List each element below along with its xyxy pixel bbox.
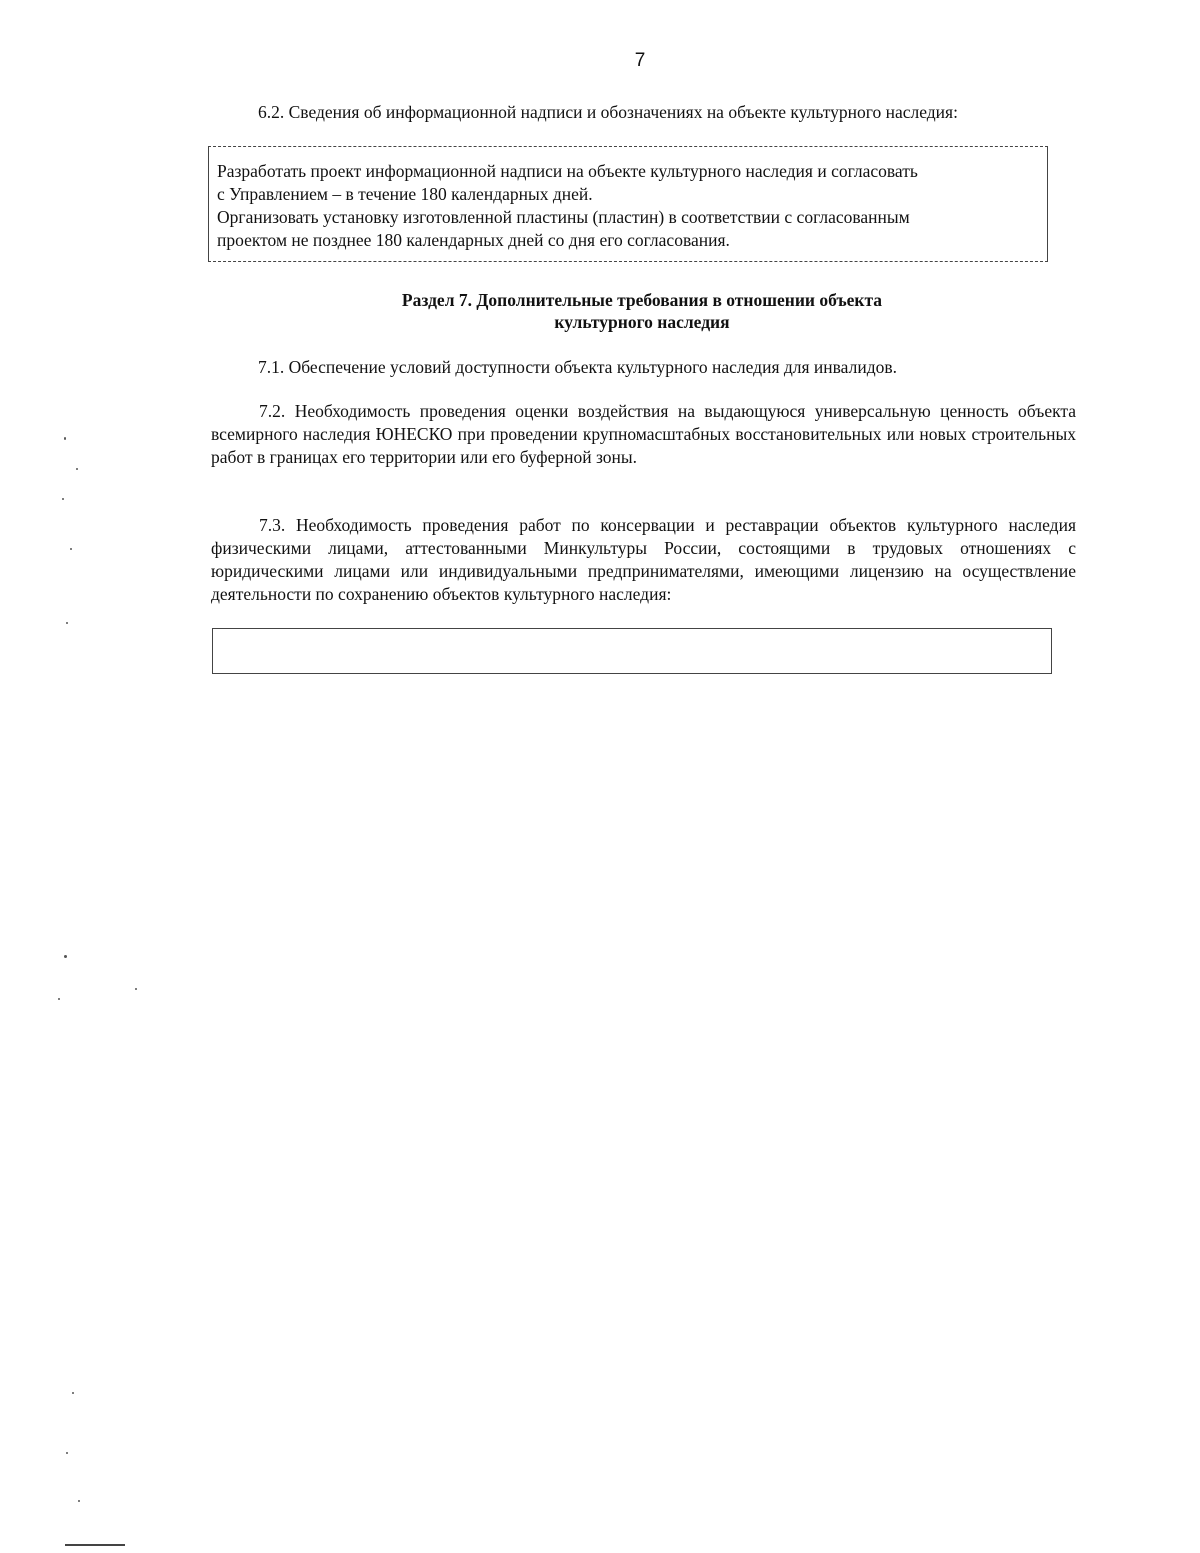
box-line-4: проектом не позднее 180 календарных дней со дня его согласования. — [217, 230, 730, 250]
box-line-2: с Управлением – в течение 180 календарных дней. — [217, 184, 593, 204]
section-7-heading-line-2: культурного наследия — [554, 312, 730, 332]
scan-speck — [72, 1392, 74, 1394]
scan-speck — [135, 988, 137, 990]
scan-speck — [64, 437, 66, 440]
scan-speck — [62, 498, 64, 500]
item-7-2-text: 7.2. Необходимость проведения оценки воздействия на выдающуюся универсальную ценность объекта всемирного наследия ЮНЕСКО при проведении крупномасштабных восстановительных или новых строительных работ в границах его территории или его буферной зоны. — [211, 401, 1076, 467]
scan-speck — [76, 468, 78, 470]
scan-speck — [70, 548, 72, 550]
item-6-2-text: 6.2. Сведения об информационной надписи и обозначениях на объекте культурного наследия: — [258, 102, 958, 122]
section-7-heading — [0, 289, 1200, 333]
box-line-3: Организовать установку изготовленной пластины (пластин) в соответствии с согласованным — [217, 207, 910, 227]
scan-speck — [78, 1500, 80, 1502]
item-7-3-text: 7.3. Необходимость проведения работ по консервации и реставрации объектов культурного наследия физическими лицами, аттестованными Минкультуры России, состоящими в трудовых отношениях с юридическими лицами или индивидуальными предпринимателями, имеющими лицензию на осуществление деятельности по сохранению объектов культурного наследия: — [211, 515, 1076, 604]
page-number: 7 — [634, 50, 646, 71]
inscription-requirements-box — [208, 146, 1048, 262]
box-line-1: Разработать проект информационной надписи на объекте культурного наследия и согласовать — [217, 161, 918, 181]
scan-speck — [64, 955, 67, 958]
footer-rule — [65, 1544, 125, 1546]
scan-speck — [66, 1452, 68, 1454]
scan-speck — [66, 622, 68, 624]
item-7-1-text: 7.1. Обеспечение условий доступности объекта культурного наследия для инвалидов. — [258, 357, 897, 377]
scan-speck — [58, 998, 60, 1000]
empty-answer-box — [212, 628, 1052, 674]
section-7-heading-line-1: Раздел 7. Дополнительные требования в отношении объекта — [401, 290, 883, 310]
